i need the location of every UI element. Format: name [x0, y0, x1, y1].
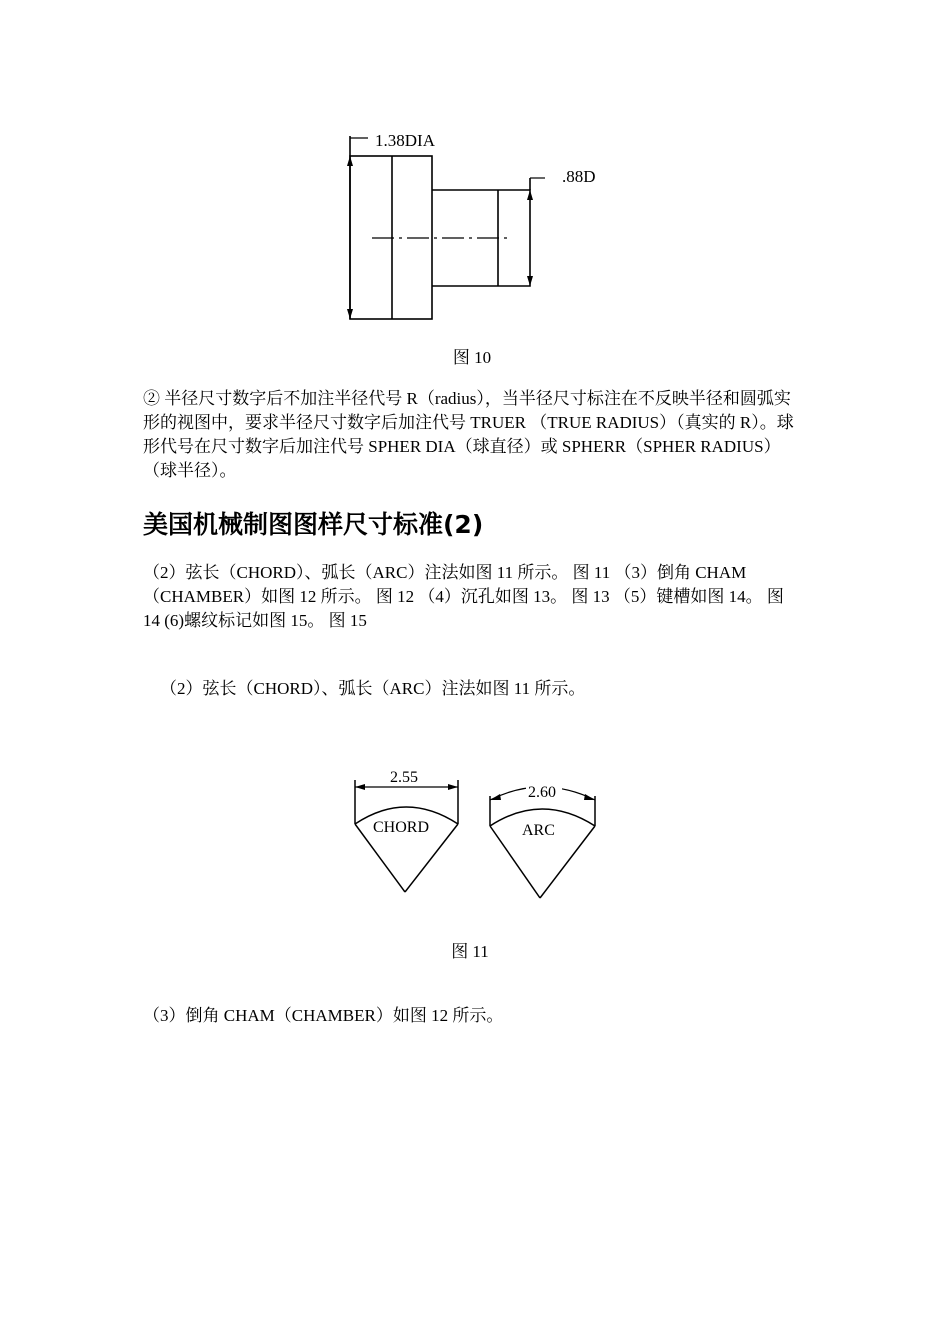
paragraph-chord-arc: （2）弦长（CHORD）、弧长（ARC）注法如图 11 所示。 [160, 679, 586, 698]
figure-10-drawing [330, 124, 620, 329]
chord-label: CHORD [373, 819, 430, 836]
paragraph-radius: ② 半径尺寸数字后不加注半径代号 R（radius），当半径尺寸标注在不反映半径和圆弧实形的视图中，要求半径尺寸数字后加注代号 TRUER （TRUE RADIUS）（真实的 R）。球形代号在尺寸数字后加注代号 SPHER DIA（球直径）或 SPHERR（SPHER RADIUS）（球半径）。 [143, 389, 794, 480]
paragraph-summary: （2）弦长（CHORD）、弧长（ARC）注法如图 11 所示。 图 11 （3）倒角 CHAM（CHAMBER）如图 12 所示。 图 12 （4）沉孔如图 13。 图 13 （5）键槽如图 14。 图 14 (6)螺纹标记如图 15。 图 15 [143, 563, 784, 630]
dim-0-88-d: .88D [562, 167, 596, 186]
section-heading: 美国机械制图图样尺寸标准(2) [143, 510, 484, 539]
arc-label: ARC [522, 822, 555, 839]
dim-1-38-dia: 1.38DIA [375, 131, 435, 150]
chord-dimension: 2.55 [390, 769, 418, 786]
paragraph-chamfer: （3）倒角 CHAM（CHAMBER）如图 12 所示。 [143, 1006, 504, 1025]
figure-10-caption: 图 10 [452, 348, 492, 367]
arc-dimension: 2.60 [528, 784, 556, 801]
figure-11-drawing [340, 762, 620, 912]
figure-11-caption: 图 11 [451, 942, 489, 961]
